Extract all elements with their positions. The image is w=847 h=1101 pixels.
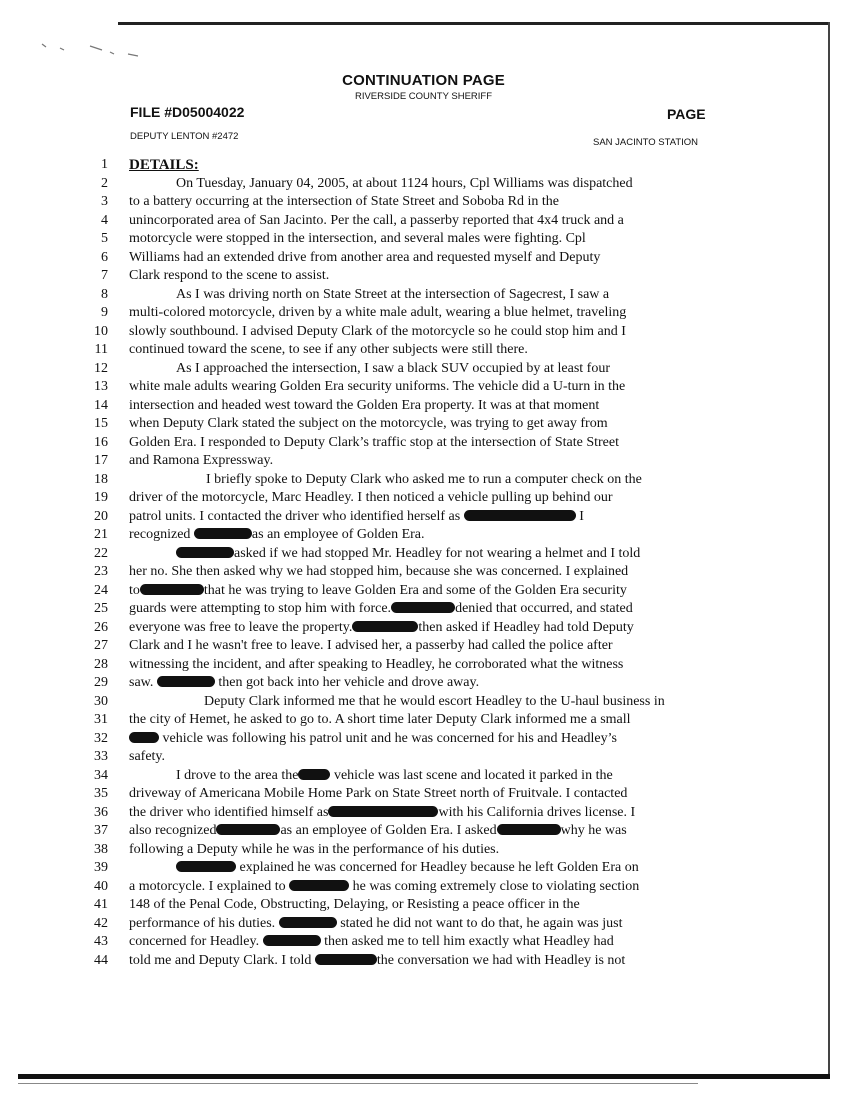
line-text: As I approached the intersection, I saw a black SUV occupied by at least four [176,360,610,376]
text-line [0,452,847,470]
text-line [0,859,847,877]
line-number: 26 [94,619,108,635]
line-number: 16 [94,434,108,450]
text-line [0,212,847,230]
redaction [216,824,280,835]
text-fragment: then asked me to tell him exactly what Headley had [324,934,614,949]
redaction [328,806,438,817]
text-fragment: as an employee of Golden Era. I asked [280,823,497,838]
text-line [0,156,847,174]
line-number: 23 [94,564,108,579]
text-fragment: explained he was concerned for Headley because he left Golden Era on [239,860,639,875]
line-number: 8 [101,286,108,302]
text-line [0,656,847,674]
line-text: intersection and headed west toward the Golden Era property. It was at that moment [129,397,600,413]
line-number: 11 [94,342,108,357]
line-text [129,582,627,600]
text-fragment: guards were attempting to stop him with force. [129,601,392,616]
line-number: 36 [94,804,108,820]
deputy-name: DEPUTY LENTON #2472 [130,131,239,142]
line-number: 15 [94,416,108,431]
text-line [0,230,847,248]
text-line [0,785,847,803]
text-line [0,471,847,489]
line-number: 6 [101,249,108,265]
line-text: Deputy Clark informed me that he would escort Headley to the U-haul business in [204,693,665,709]
file-number: FILE #D05004022 [130,104,245,120]
text-fragment: also recognized [129,823,217,838]
line-text: the city of Hemet, he asked to go to. A short time later Deputy Clark informed me a small [129,712,631,727]
text-fragment: the driver who identified himself as [129,804,329,820]
text-fragment: patrol units. I contacted the driver who identified herself as [129,508,461,524]
line-number: 5 [101,231,108,246]
line-text: Clark and I he wasn't free to leave. I advised her, a passerby had called the police after [129,638,613,653]
line-text: safety. [129,749,166,764]
line-number: 30 [94,693,108,709]
text-line [0,619,847,637]
line-text: driver of the motorcycle, Marc Headley. I then noticed a vehicle pulling up behind our [129,490,613,505]
text-fragment: performance of his duties. [129,915,276,931]
line-number: 32 [94,730,108,746]
redaction [194,528,252,539]
line-number: 38 [94,841,108,857]
text-line [0,804,847,822]
line-text [129,600,633,618]
line-text [129,674,479,692]
text-fragment: everyone was free to leave the property. [129,619,353,635]
text-fragment: denied that occurred, and stated [455,601,633,616]
line-number: 33 [94,749,108,764]
text-fragment: then asked if Headley had told Deputy [418,619,634,635]
text-line [0,915,847,933]
station-name: SAN JACINTO STATION [593,137,699,148]
text-line [0,323,847,341]
text-fragment: stated he did not want to do that, he again was just [340,915,623,931]
line-number: 44 [94,952,108,968]
text-line [0,933,847,951]
line-number: 18 [94,471,108,487]
line-number: 10 [94,323,108,339]
line-text: slowly southbound. I advised Deputy Clark of the motorcycle so he could stop him and I [129,323,626,339]
line-text: multi-colored motorcycle, driven by a white male adult, wearing a blue helmet, traveling [129,305,627,320]
text-line [0,952,847,970]
top-border [118,22,830,25]
line-text: to a battery occurring at the intersection of State Street and Soboba Rd in the [129,194,559,209]
text-fragment: I drove to the area the [176,767,299,783]
section-heading: DETAILS: [129,157,199,173]
redaction [315,954,377,965]
line-number: 24 [94,582,108,598]
line-text [176,767,613,785]
text-line [0,545,847,563]
page-label: PAGE [667,106,706,122]
line-number: 7 [101,268,108,283]
line-text [129,822,627,840]
text-fragment: why he was [560,823,627,838]
line-number: 4 [101,212,108,228]
bottom-border [18,1074,830,1079]
text-line [0,878,847,896]
line-text: unincorporated area of San Jacinto. Per the call, a passerby reported that 4x4 truck and a [129,212,624,228]
text-fragment: as an employee of Golden Era. [251,527,425,542]
text-line [0,415,847,433]
line-number: 27 [94,638,108,653]
line-number: 14 [94,397,108,413]
line-number: 25 [94,601,108,616]
line-text [129,508,584,526]
text-line [0,748,847,766]
line-number: 43 [94,934,108,949]
line-text [129,933,614,951]
redaction [176,861,236,872]
text-fragment: he was coming extremely close to violating section [352,878,640,894]
redaction [176,547,234,558]
line-text: continued toward the scene, to see if any other subjects were still there. [129,342,528,357]
line-text: white male adults wearing Golden Era security uniforms. The vehicle did a U-turn in the [129,379,626,394]
line-number: 35 [94,786,108,801]
text-fragment: then got back into her vehicle and drove away. [218,675,480,690]
text-line [0,582,847,600]
line-number: 28 [94,656,108,672]
line-number: 41 [94,897,108,912]
line-text [176,859,639,877]
line-number: 21 [94,527,108,542]
line-text [129,619,634,637]
text-fragment: asked if we had stopped Mr. Headley for not wearing a helmet and I told [234,545,641,561]
text-line [0,674,847,692]
text-line [0,360,847,378]
line-number: 9 [101,305,108,320]
text-fragment: vehicle was last scene and located it parked in the [333,767,613,783]
text-line [0,175,847,193]
line-number: 1 [101,157,108,172]
line-text: Golden Era. I responded to Deputy Clark’s traffic stop at the intersection of State Street [129,434,619,450]
redaction [298,769,330,780]
line-text: driveway of Americana Mobile Home Park on State Street north of Fruitvale. I contacted [129,786,628,801]
line-number: 37 [94,823,108,838]
text-fragment: told me and Deputy Clark. I told [129,952,312,968]
line-text: Williams had an extended drive from another area and requested myself and Deputy [129,249,601,265]
line-text: when Deputy Clark stated the subject on the motorcycle, was trying to get away from [129,416,608,431]
line-text: As I was driving north on State Street at the intersection of Sagecrest, I saw a [176,286,610,302]
line-number: 2 [101,175,108,191]
text-line [0,434,847,452]
text-line [0,397,847,415]
text-line [0,341,847,359]
redaction [289,880,349,891]
text-fragment: vehicle was following his patrol unit and he was concerned for his and Headley’s [162,730,617,746]
redaction [140,584,204,595]
line-text [176,545,640,563]
line-text: following a Deputy while he was in the performance of his duties. [129,841,500,857]
line-number: 40 [94,878,108,894]
redaction [391,602,455,613]
redaction [129,732,159,743]
line-text: her no. She then asked why we had stopped him, because she was concerned. I explained [129,564,629,579]
line-number: 29 [94,675,108,690]
text-line [0,600,847,618]
redaction [464,510,576,521]
bottom-border-thin [18,1083,698,1084]
text-line [0,711,847,729]
text-line [0,841,847,859]
line-text: witnessing the incident, and after speaking to Headley, he corroborated what the witness [129,656,624,672]
redaction [352,621,418,632]
text-line [0,767,847,785]
text-fragment: I [579,508,584,524]
line-number: 31 [94,712,108,727]
line-number: 3 [101,194,108,209]
text-line [0,563,847,581]
text-line [0,267,847,285]
redaction [497,824,561,835]
text-line [0,730,847,748]
line-text [129,526,425,544]
text-fragment: the conversation we had with Headley is not [376,952,626,968]
line-text: 148 of the Penal Code, Obstructing, Delaying, or Resisting a peace officer in the [129,897,580,912]
text-line [0,526,847,544]
line-number: 12 [94,360,108,376]
text-fragment: that he was trying to leave Golden Era and some of the Golden Era security [203,582,627,598]
line-number: 42 [94,915,108,931]
line-number: 22 [94,545,108,561]
text-fragment: with his California drives license. I [438,804,636,820]
text-line [0,489,847,507]
text-line [0,304,847,322]
line-text: I briefly spoke to Deputy Clark who asked me to run a computer check on the [206,471,642,487]
text-line [0,896,847,914]
page-title: CONTINUATION PAGE [342,72,505,89]
line-text [129,952,625,970]
text-line [0,508,847,526]
text-line [0,378,847,396]
scan-mark [40,42,140,66]
text-line [0,249,847,267]
text-line [0,637,847,655]
text-fragment: concerned for Headley. [129,934,260,949]
line-text [129,730,617,748]
text-fragment: saw. [129,675,154,690]
line-text [129,804,635,822]
line-text [129,915,622,933]
redaction [263,935,321,946]
line-text: On Tuesday, January 04, 2005, at about 1124 hours, Cpl Williams was dispatched [176,175,633,191]
line-text [129,878,639,896]
line-number: 17 [94,453,108,468]
text-fragment: recognized [129,527,191,542]
text-line [0,693,847,711]
line-text: and Ramona Expressway. [129,453,274,468]
line-number: 39 [94,860,108,875]
line-number: 20 [94,508,108,524]
text-line [0,822,847,840]
text-line [0,193,847,211]
line-number: 13 [94,379,108,394]
text-line [0,286,847,304]
redaction [157,676,215,687]
line-number: 34 [94,767,108,783]
line-text: motorcycle were stopped in the intersection, and several males were fighting. Cpl [129,231,586,246]
redaction [279,917,337,928]
line-number: 19 [94,490,108,505]
text-fragment: to [129,582,140,598]
line-text: Clark respond to the scene to assist. [129,268,330,283]
agency-name: RIVERSIDE COUNTY SHERIFF [354,91,493,102]
text-fragment: a motorcycle. I explained to [129,878,286,894]
